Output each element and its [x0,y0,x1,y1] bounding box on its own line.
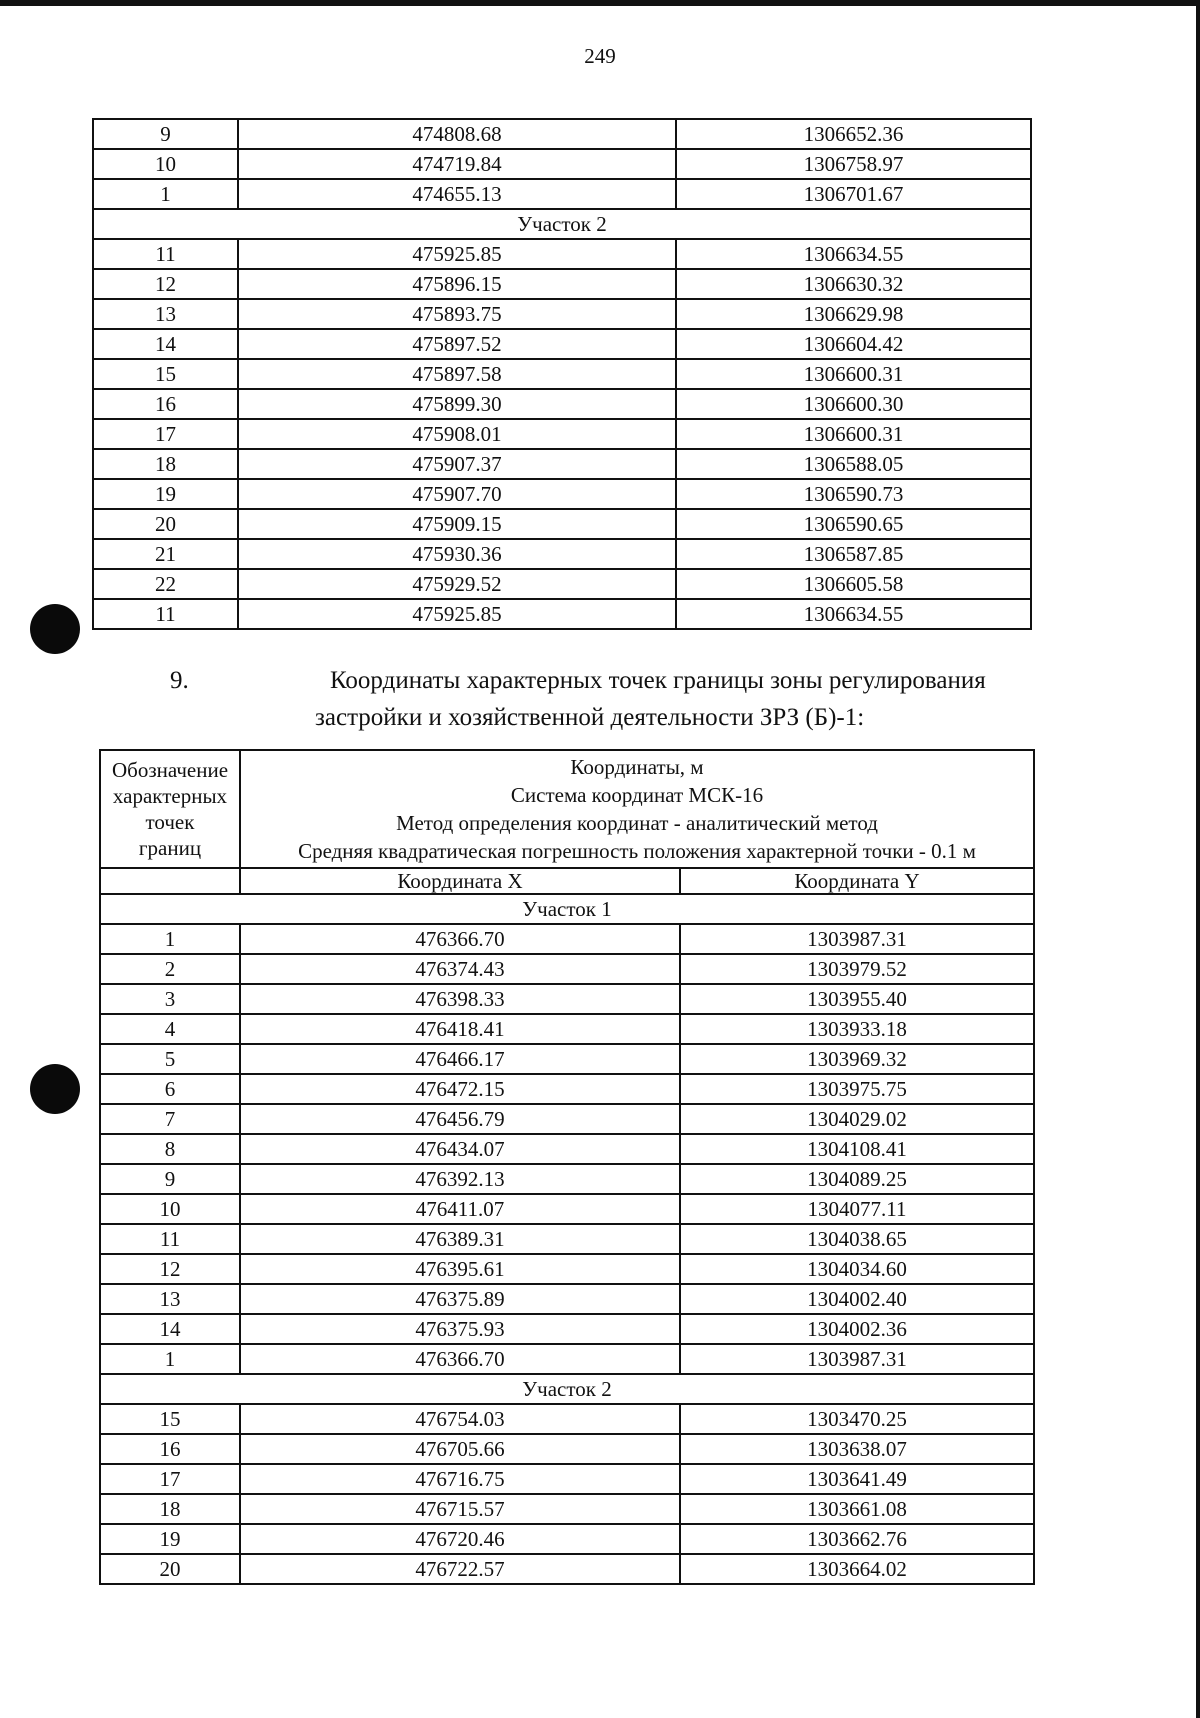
coordinate-y-cell: 1304108.41 [680,1134,1034,1164]
coordinate-x-cell: 475897.58 [238,359,676,389]
coordinate-x-cell: 475907.37 [238,449,676,479]
column-header-row [100,868,1034,894]
point-number-cell: 4 [100,1014,240,1044]
coordinate-y-cell: 1306590.65 [676,509,1031,539]
coordinate-x-cell: 475896.15 [238,269,676,299]
table-row [100,1404,1034,1434]
table-row [100,1554,1034,1584]
point-number-cell: 5 [100,1044,240,1074]
header-left-line: точек [145,810,195,834]
point-number-cell: 20 [93,509,238,539]
point-designation-header [100,750,240,868]
table-row [93,329,1031,359]
point-number-cell: 20 [100,1554,240,1584]
point-number-cell: 13 [93,299,238,329]
coordinate-y-cell: 1306630.32 [676,269,1031,299]
header-main-line: Система координат МСК-16 [510,783,764,807]
table-row [93,359,1031,389]
coordinate-x-cell: 476466.17 [240,1044,680,1074]
scan-frame-right [1196,0,1200,1718]
point-number-cell: 18 [93,449,238,479]
coordinate-y-cell: 1303662.76 [680,1524,1034,1554]
section-title: Участок 2 [100,1374,1034,1404]
coordinate-y-cell: 1306600.30 [676,389,1031,419]
table-row [100,1224,1034,1254]
table-row [93,509,1031,539]
coordinate-y-cell: 1306590.73 [676,479,1031,509]
table-row [100,1464,1034,1494]
table-row [100,984,1034,1014]
coordinate-y-cell: 1306588.05 [676,449,1031,479]
table-row [100,1014,1034,1044]
coordinate-y-cell: 1306600.31 [676,419,1031,449]
coordinate-x-cell: 475929.52 [238,569,676,599]
point-number-cell: 2 [100,954,240,984]
section-number: 9. [170,667,189,694]
table-row [100,954,1034,984]
coordinates-info-header [240,750,1034,868]
table-row [93,119,1031,149]
coordinate-x-cell: 475899.30 [238,389,676,419]
point-number-cell: 16 [100,1434,240,1464]
coordinate-y-cell: 1303470.25 [680,1404,1034,1434]
coordinate-x-cell: 475908.01 [238,419,676,449]
coordinate-y-cell: 1304038.65 [680,1224,1034,1254]
coordinate-y-cell: 1306587.85 [676,539,1031,569]
section-title: Участок 2 [93,209,1031,239]
coordinate-x-cell: 476754.03 [240,1404,680,1434]
coordinate-y-cell: 1306600.31 [676,359,1031,389]
point-number-cell: 19 [100,1524,240,1554]
coordinate-x-cell: 475925.85 [238,239,676,269]
header-left-line: Обозначение [111,758,229,782]
coordinate-x-cell: 476392.13 [240,1164,680,1194]
point-number-cell: 10 [100,1194,240,1224]
coordinate-x-cell: 475909.15 [238,509,676,539]
point-number-cell: 18 [100,1494,240,1524]
point-number-cell: 1 [100,924,240,954]
coordinate-y-cell: 1304029.02 [680,1104,1034,1134]
coordinate-x-cell: 476366.70 [240,1344,680,1374]
table-row [100,1494,1034,1524]
table-body [100,750,1034,1584]
table-row [100,1044,1034,1074]
point-number-cell: 19 [93,479,238,509]
table-body [93,119,1031,629]
point-number-cell: 13 [100,1284,240,1314]
table-row [93,179,1031,209]
table-row [93,299,1031,329]
section-row [93,209,1031,239]
table-row [93,569,1031,599]
coordinate-y-cell: 1306605.58 [676,569,1031,599]
coordinate-y-cell: 1303933.18 [680,1014,1034,1044]
coordinate-x-cell: 476418.41 [240,1014,680,1044]
table-row [100,1254,1034,1284]
table-row [100,1524,1034,1554]
section-row [100,1374,1034,1404]
point-number-cell: 8 [100,1134,240,1164]
section-row [100,894,1034,924]
coordinate-x-cell: 476395.61 [240,1254,680,1284]
coordinate-y-cell: 1304034.60 [680,1254,1034,1284]
coordinate-y-cell: 1306604.42 [676,329,1031,359]
coordinate-x-cell: 474808.68 [238,119,676,149]
coordinate-x-cell: 475907.70 [238,479,676,509]
point-number-cell: 9 [93,119,238,149]
header-left-line: границ [138,836,202,860]
coordinates-table-continued [92,118,1032,630]
point-number-cell: 21 [93,539,238,569]
point-number-cell: 1 [93,179,238,209]
coordinate-y-cell: 1303987.31 [680,924,1034,954]
point-number-cell: 22 [93,569,238,599]
coordinate-x-cell: 476722.57 [240,1554,680,1584]
table-row [100,1194,1034,1224]
coordinate-y-cell: 1303979.52 [680,954,1034,984]
table-row [100,1284,1034,1314]
coordinate-x-cell: 476375.89 [240,1284,680,1314]
coordinate-y-cell: 1306758.97 [676,149,1031,179]
point-number-cell: 12 [100,1254,240,1284]
point-number-cell: 11 [93,239,238,269]
coordinate-x-cell: 476389.31 [240,1224,680,1254]
table-header-row [100,750,1034,868]
punch-hole [30,1064,80,1114]
coordinate-y-cell: 1304077.11 [680,1194,1034,1224]
table-row [100,1074,1034,1104]
coordinate-y-cell: 1303661.08 [680,1494,1034,1524]
point-number-cell: 10 [93,149,238,179]
empty-header-cell [100,868,240,894]
coordinate-x-cell: 476705.66 [240,1434,680,1464]
section-title-line1: Координаты характерных точек границы зоны регулирования [330,667,986,694]
point-number-cell: 17 [93,419,238,449]
point-number-cell: 17 [100,1464,240,1494]
page-number: 249 [584,44,616,68]
coordinate-x-cell: 475897.52 [238,329,676,359]
coordinate-x-cell: 476366.70 [240,924,680,954]
column-header-y: Координата Y [680,868,1034,894]
coordinate-x-cell: 476715.57 [240,1494,680,1524]
coordinate-y-cell: 1304089.25 [680,1164,1034,1194]
point-number-cell: 11 [100,1224,240,1254]
table-row [100,1314,1034,1344]
header-main-line: Метод определения координат - аналитический метод [396,811,878,835]
coordinate-y-cell: 1303638.07 [680,1434,1034,1464]
point-number-cell: 14 [100,1314,240,1344]
header-main-line: Координаты, м [570,755,704,779]
coordinate-y-cell: 1303987.31 [680,1344,1034,1374]
header-left-line: характерных [112,784,228,808]
table-row [93,599,1031,629]
coordinate-y-cell: 1306634.55 [676,599,1031,629]
coordinate-y-cell: 1303664.02 [680,1554,1034,1584]
coordinate-x-cell: 476720.46 [240,1524,680,1554]
column-header-x: Координата X [240,868,680,894]
coordinate-y-cell: 1303955.40 [680,984,1034,1014]
point-number-cell: 6 [100,1074,240,1104]
coordinate-x-cell: 476434.07 [240,1134,680,1164]
table-row [100,924,1034,954]
point-number-cell: 16 [93,389,238,419]
coordinates-table-zrz-b1 [99,749,1035,1585]
coordinate-x-cell: 476375.93 [240,1314,680,1344]
table-row [100,1434,1034,1464]
point-number-cell: 11 [93,599,238,629]
coordinate-y-cell: 1303969.32 [680,1044,1034,1074]
coordinate-y-cell: 1304002.40 [680,1284,1034,1314]
table-row [93,239,1031,269]
coordinate-y-cell: 1304002.36 [680,1314,1034,1344]
coordinate-y-cell: 1306634.55 [676,239,1031,269]
point-number-cell: 9 [100,1164,240,1194]
coordinate-y-cell: 1306701.67 [676,179,1031,209]
section-title-line2: застройки и хозяйственной деятельности ЗРЗ (Б)-1: [315,704,865,731]
table-row [93,419,1031,449]
coordinate-x-cell: 476716.75 [240,1464,680,1494]
coordinate-x-cell: 476456.79 [240,1104,680,1134]
table-row [93,389,1031,419]
coordinate-y-cell: 1303641.49 [680,1464,1034,1494]
table-row [100,1134,1034,1164]
table-row [93,449,1031,479]
point-number-cell: 15 [100,1404,240,1434]
table-row [100,1344,1034,1374]
coordinate-x-cell: 475893.75 [238,299,676,329]
section-title: Участок 1 [100,894,1034,924]
point-number-cell: 15 [93,359,238,389]
scan-frame-top [0,0,1200,6]
coordinate-x-cell: 476398.33 [240,984,680,1014]
coordinate-x-cell: 474655.13 [238,179,676,209]
coordinate-y-cell: 1306652.36 [676,119,1031,149]
table-row [93,149,1031,179]
table-row [100,1104,1034,1134]
coordinate-x-cell: 475925.85 [238,599,676,629]
table-row [93,479,1031,509]
table-row [93,539,1031,569]
punch-hole [30,604,80,654]
coordinate-y-cell: 1306629.98 [676,299,1031,329]
coordinate-x-cell: 475930.36 [238,539,676,569]
point-number-cell: 7 [100,1104,240,1134]
coordinate-x-cell: 474719.84 [238,149,676,179]
coordinate-x-cell: 476374.43 [240,954,680,984]
table-row [93,269,1031,299]
point-number-cell: 1 [100,1344,240,1374]
point-number-cell: 3 [100,984,240,1014]
coordinate-y-cell: 1303975.75 [680,1074,1034,1104]
coordinate-x-cell: 476411.07 [240,1194,680,1224]
table-row [100,1164,1034,1194]
coordinate-x-cell: 476472.15 [240,1074,680,1104]
point-number-cell: 14 [93,329,238,359]
header-main-line: Средняя квадратическая погрешность положения характерной точки - 0.1 м [298,839,976,863]
point-number-cell: 12 [93,269,238,299]
